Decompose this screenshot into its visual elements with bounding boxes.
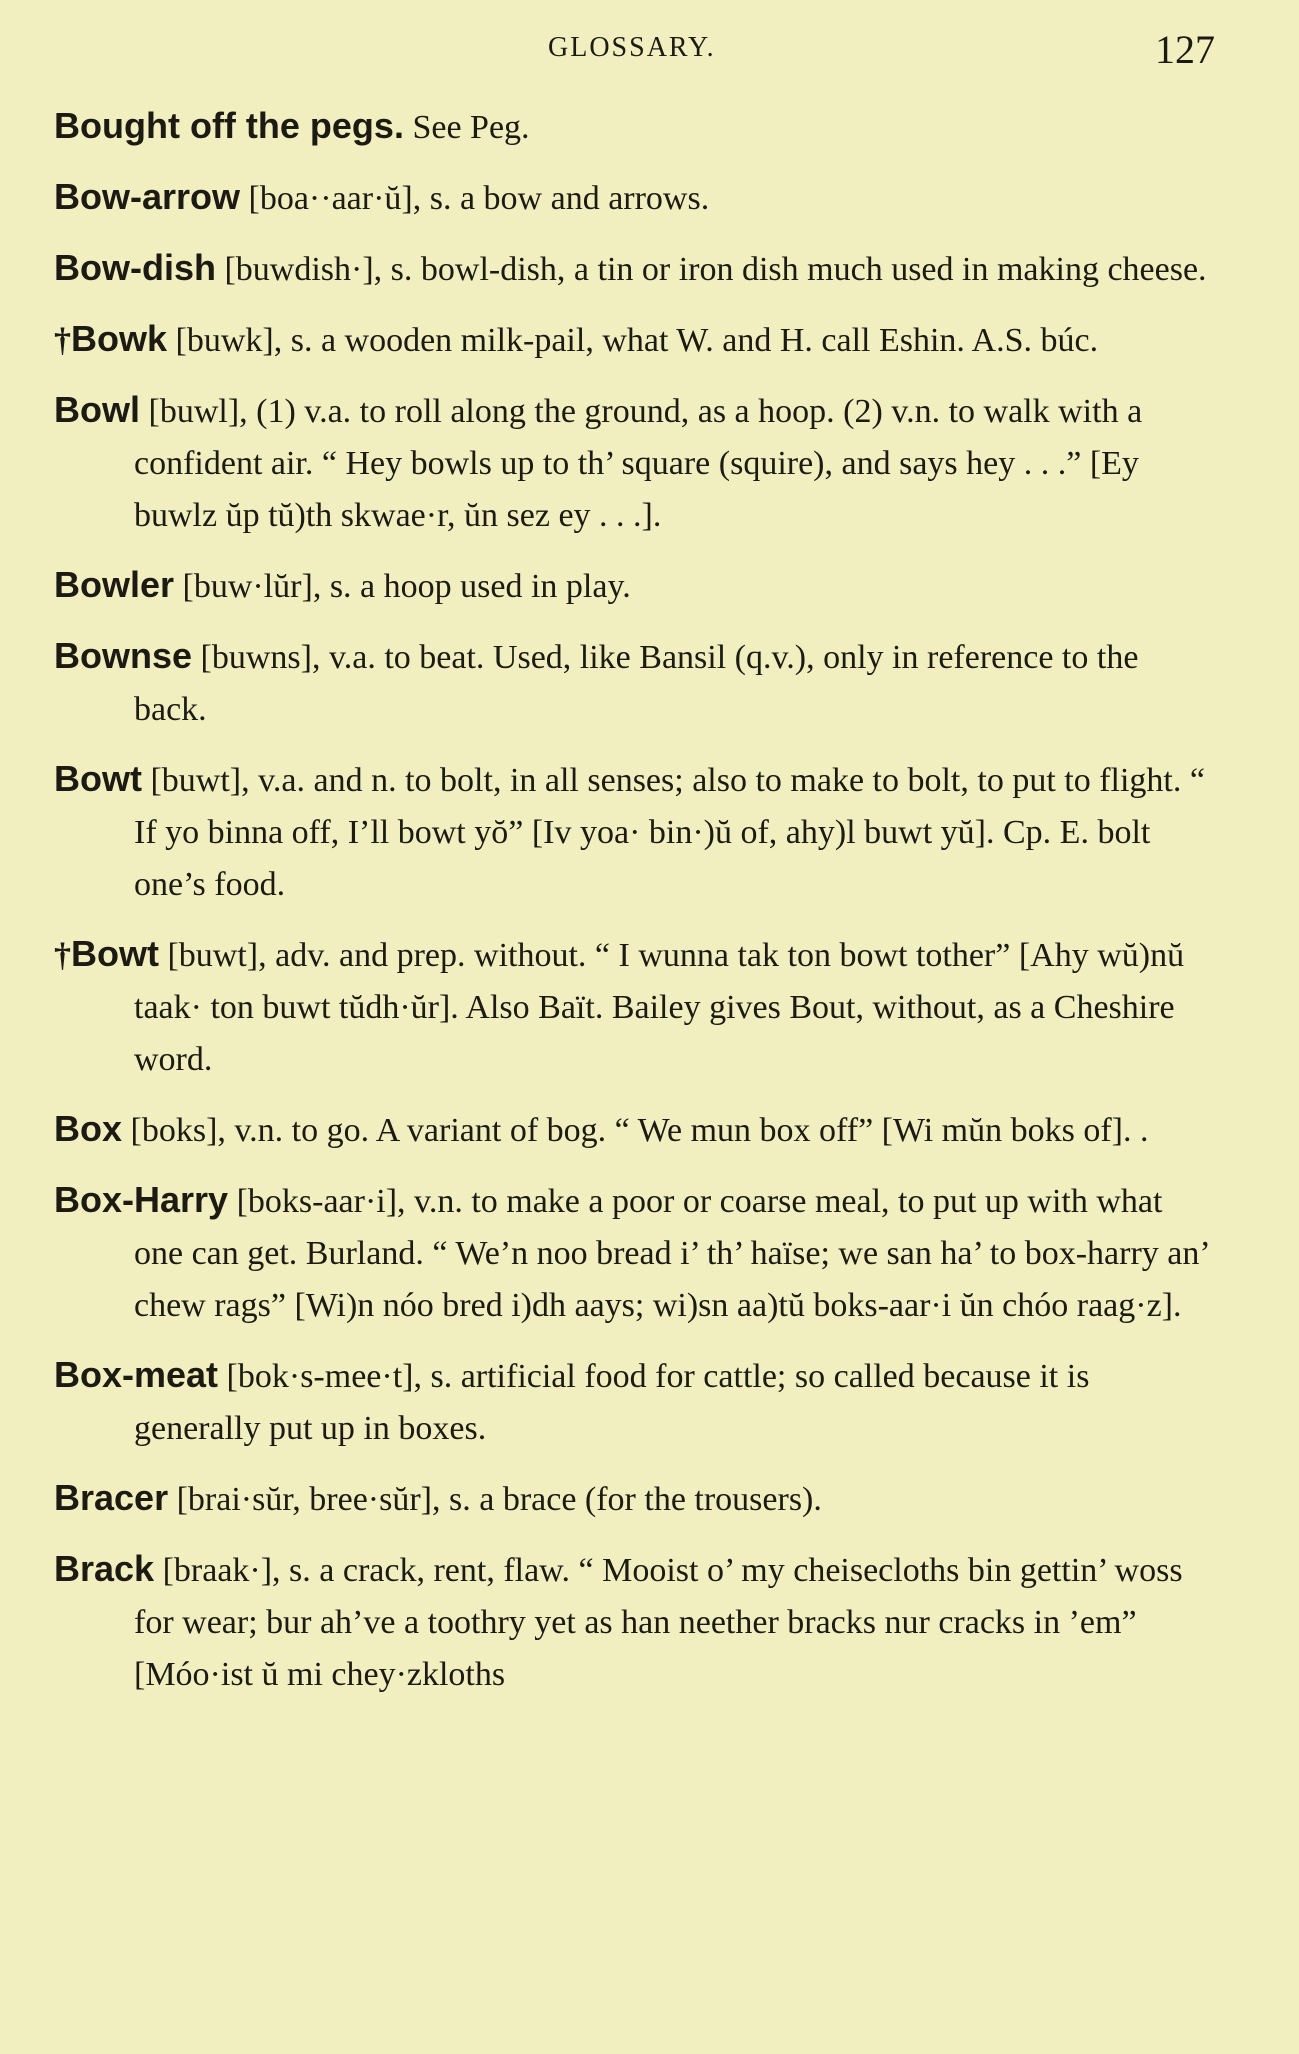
- glossary-entry: [54, 1103, 1214, 1157]
- definition: [braak·], s. a crack, rent, flaw. “ Mooist o’ my cheisecloths bin gettin’ woss for wear; bur ah’ve a toothry yet as han neether bracks nur cracks in ’em” [Móo·ist ŭ mi chey·zkloths: [134, 1552, 1183, 1693]
- glossary-entry: [54, 559, 1214, 613]
- glossary-entry: [54, 1543, 1214, 1701]
- headword: Box-Harry: [54, 1179, 229, 1220]
- headword: Bowt: [71, 933, 159, 974]
- obsolete-dagger-mark: †: [54, 937, 71, 974]
- glossary-entries: [54, 100, 1214, 1718]
- definition: [buwdish·], s. bowl-dish, a tin or iron dish much used in making cheese.: [224, 251, 1207, 288]
- definition: [buwk], s. a wooden milk-pail, what W. and H. call Eshin. A.S. búc.: [175, 322, 1099, 359]
- headword: Bought off the pegs.: [54, 105, 404, 146]
- definition: [boks-aar·i], v.n. to make a poor or coarse meal, to put up with what one can get. Burland. “ We’n noo bread i’ th’ haïse; we san ha’ to box-harry an’ chew rags” [Wi)n nóo bred i)dh aays; wi)sn aa)tŭ boks-aar·i ŭn chóo raag·z].: [134, 1183, 1209, 1324]
- headword: Bow-arrow: [54, 176, 241, 217]
- glossary-entry: [54, 242, 1214, 296]
- glossary-entry: [54, 384, 1214, 542]
- headword: Bownse: [54, 635, 193, 676]
- headword: Bowk: [71, 318, 168, 359]
- glossary-entry: [54, 171, 1214, 225]
- definition: See Peg.: [412, 109, 530, 146]
- definition: [boa··aar·ŭ], s. a bow and arrows.: [248, 180, 710, 217]
- glossary-entry: [54, 630, 1214, 736]
- definition: [buwt], v.a. and n. to bolt, in all senses; also to make to bolt, to put to flight. “ If yo binna off, I’ll bowt yŏ” [Iv yoa· bin·)ŭ of, ahy)l buwt yŭ]. Cp. E. bolt one’s food.: [134, 762, 1205, 903]
- headword: Bowler: [54, 564, 175, 605]
- headword: Box: [54, 1108, 123, 1149]
- glossary-entry: [54, 1174, 1214, 1332]
- obsolete-dagger-mark: †: [54, 322, 71, 359]
- headword: Brack: [54, 1548, 155, 1589]
- definition: [bok·s-mee·t], s. artificial food for cattle; so called because it is generally put up in boxes.: [134, 1358, 1090, 1447]
- definition: [buwt], adv. and prep. without. “ I wunna tak ton bowt tother” [Ahy wŭ)nŭ taak· ton buwt tŭdh·ŭr]. Also Baït. Bailey gives Bout, without, as a Cheshire word.: [134, 937, 1185, 1078]
- definition: [brai·sŭr, bree·sŭr], s. a brace (for the trousers).: [176, 1481, 822, 1518]
- glossary-entry: [54, 928, 1214, 1086]
- page-number: 127: [1155, 27, 1215, 72]
- definition: [buwns], v.a. to beat. Used, like Bansil (q.v.), only in reference to the back.: [134, 639, 1139, 728]
- glossary-entry: [54, 313, 1214, 367]
- definition: [buw·lŭr], s. a hoop used in play.: [182, 568, 631, 605]
- glossary-entry: [54, 1472, 1214, 1526]
- headword: Bowl: [54, 389, 140, 430]
- definition: [boks], v.n. to go. A variant of bog. “ We mun box off” [Wi mŭn boks of]. .: [130, 1112, 1149, 1149]
- headword: Bow-dish: [54, 247, 216, 288]
- headword: Bracer: [54, 1477, 169, 1518]
- glossary-entry: [54, 100, 1214, 154]
- glossary-entry: [54, 753, 1214, 911]
- definition: [buwl], (1) v.a. to roll along the ground, as a hoop. (2) v.n. to walk with a confident air. “ Hey bowls up to th’ square (squire), and says hey . . .” [Ey buwlz ŭp tŭ)th skwae·r, ŭn sez ey . . .].: [134, 393, 1143, 534]
- glossary-entry: [54, 1349, 1214, 1455]
- headword: Bowt: [54, 758, 142, 799]
- headword: Box-meat: [54, 1354, 219, 1395]
- page-header: [0, 24, 1299, 74]
- running-head: GLOSSARY.: [548, 32, 716, 63]
